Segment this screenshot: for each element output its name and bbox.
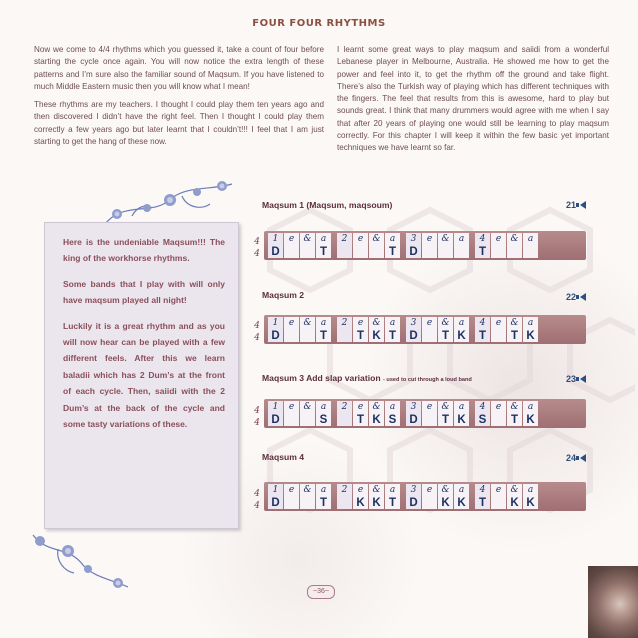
beat-count: a [527,234,534,244]
drum-stroke [337,330,352,342]
speaker-icon [576,377,579,381]
beat-count: 3 [410,402,417,412]
beat-count: e [288,318,295,328]
beat-count: a [527,318,534,328]
beat-count: e [495,402,502,412]
beat-count: & [303,402,312,412]
drum-stroke: T [319,330,328,342]
drum-stroke [438,246,453,258]
drum-stroke [284,497,299,509]
beat-count: e [357,485,364,495]
beat-count: 3 [410,318,417,328]
beat-count: & [303,318,312,328]
drum-stroke [337,497,352,509]
beat-count: a [320,318,327,328]
beat-count: a [320,402,327,412]
beat-count: e [357,318,364,328]
floral-ornament-icon [28,515,138,595]
drum-stroke: K [526,497,535,509]
track-marker-1[interactable] [566,200,586,210]
drum-stroke: T [356,330,365,342]
drum-stroke: D [409,330,418,342]
drum-stroke: T [510,414,519,426]
beat-count: & [510,485,519,495]
track-marker-2[interactable] [566,292,586,302]
beat-count: 4 [479,234,486,244]
time-signature-3: 4 4 [254,406,260,428]
beat-count: a [389,318,396,328]
drum-stroke: T [478,330,487,342]
drum-stroke [491,330,506,342]
track-marker-4[interactable] [566,453,586,463]
beat-count: & [303,485,312,495]
beat-count: a [389,234,396,244]
beat-count: & [372,234,381,244]
drum-stroke [300,497,315,509]
drum-stroke: D [409,497,418,509]
beat-count: & [510,318,519,328]
beat-count: e [288,402,295,412]
beat-count: e [495,234,502,244]
beat-count: 2 [341,318,348,328]
page-title: FOUR FOUR RHYTHMS [252,18,386,29]
beat-count: & [372,402,381,412]
drum-stroke: S [319,414,328,426]
rhythm-title-4: Maqsum 4 [262,452,305,462]
drum-stroke: T [388,330,397,342]
drum-stroke [507,246,522,258]
sidebox-paragraph-2: Some bands that I play with will only have maqsum played all night! [63,278,225,306]
drum-stroke [491,246,506,258]
sidebox-paragraph-1: Here is the undeniable Maqsum!!! The king of the workhorse rhythms. [63,237,225,264]
beat-count: 1 [272,234,279,244]
drum-stroke: T [319,497,328,509]
drum-stroke: T [319,246,328,258]
drum-stroke: T [388,497,397,509]
speaker-icon [576,203,579,207]
track-number: 24 [566,453,577,463]
beat-count: e [426,402,433,412]
drum-stroke: K [356,497,365,509]
drum-stroke: K [441,497,450,509]
sidebox-paragraph-3: Luckily it is a great rhythm and as you will now hear can be played with a few different feels. After this we learn baladii which has 2 Dum’s at the front of each cycle. Then, saiidi with the 2 Dum’s at the back of the cycle and some tasty variations of these. [63,320,225,430]
drum-stroke [300,246,315,258]
right-paragraph-1: I learnt some great ways to play maqsum and saiidi from a wonderful Lebanese player in Melbourne, Australia. He showed me how to get the power and feel into it, to get the rhythm off the ground and take flight. There’s also the Turkish way of playing which has different techniques with the fingers. The feel that results from this is awesome, hard to play but sounds great. I think that many drummers would agree with me when I say that after 20 years of playing one would still be learning to play maqsum correctly. For this chapter I will keep it within the few basic yet important techniques we have learnt so far. [337,45,609,153]
drum-stroke [422,246,437,258]
drum-stroke: D [271,414,280,426]
drum-stroke: D [271,330,280,342]
drum-stroke: K [526,414,535,426]
time-signature-2: 4 4 [254,321,260,343]
beat-count: 2 [341,234,348,244]
beat-count: e [357,234,364,244]
beat-count: e [495,485,502,495]
left-paragraph-2: These rhythms are my teachers. I thought I could play them ten years ago and then discovered I didn’t have the right feel. Then I thought I could play them correctly a few years ago but later learnt that I couldn’t!!! I feel that I am just starting to get the hang of these now. [34,100,324,147]
drum-stroke [300,330,315,342]
track-number: 23 [566,374,577,384]
drum-stroke: S [388,414,397,426]
drum-stroke [337,414,352,426]
beat-count: 3 [410,234,417,244]
drum-stroke: K [510,497,519,509]
drum-stroke [369,246,384,258]
rhythm-bar [264,315,586,344]
beat-count: e [426,318,433,328]
beat-count: e [288,485,295,495]
drum-stroke: D [271,246,280,258]
track-marker-3[interactable] [566,374,586,384]
drum-stroke: K [457,330,466,342]
drum-stroke: T [356,414,365,426]
beat-count: a [389,402,396,412]
beat-count: a [527,402,534,412]
drum-stroke [422,497,437,509]
drum-stroke: T [478,246,487,258]
beat-count: & [510,234,519,244]
track-number: 22 [566,292,577,302]
beat-count: & [441,485,450,495]
speaker-icon [576,295,579,299]
page-number: ~36~ [307,585,335,599]
track-number: 21 [566,200,577,210]
time-signature-1: 4 4 [254,237,260,259]
beat-count: a [527,485,534,495]
drum-stroke: K [372,497,381,509]
left-column [34,44,324,154]
beat-count: a [458,485,465,495]
rhythm-bar [264,231,586,260]
beat-count: 2 [341,485,348,495]
beat-count: a [458,234,465,244]
beat-count: a [320,485,327,495]
right-column [337,44,609,161]
drum-stroke: K [457,414,466,426]
left-paragraph-1: Now we come to 4/4 rhythms which you guessed it, take a count of four before starting the cycle once again. You will now notice the extra length of these patterns and I’m sure also the familiar sound of Maqsum. If you have listened to much Middle Eastern music then you will know what I mean! [34,45,324,91]
drum-stroke [523,246,538,258]
beat-count: & [441,318,450,328]
drum-stroke [491,497,506,509]
drum-stroke [454,246,469,258]
beat-count: e [288,234,295,244]
drum-stroke: K [372,414,381,426]
beat-count: e [426,234,433,244]
drum-stroke [422,414,437,426]
beat-count: & [441,402,450,412]
rhythm-title-3: Maqsum 3 Add slap variation - used to cut through a loud band [262,373,472,383]
rhythm-bar [264,399,586,428]
beat-count: 2 [341,402,348,412]
drum-stroke: D [409,414,418,426]
drum-stroke [300,414,315,426]
beat-count: e [357,402,364,412]
drum-stroke [422,330,437,342]
beat-count: 1 [272,318,279,328]
drum-stroke: K [457,497,466,509]
drum-stroke: T [510,330,519,342]
drum-stroke: K [526,330,535,342]
sidebox-text [63,234,225,441]
drum-stroke: T [441,414,450,426]
beat-count: e [495,318,502,328]
beat-count: 1 [272,485,279,495]
drum-stroke: K [372,330,381,342]
drum-stroke: S [478,414,487,426]
beat-count: a [320,234,327,244]
rhythm-bar [264,482,586,511]
rhythm-title-1: Maqsum 1 (Maqsum, maqsoum) [262,200,393,210]
drum-stroke [337,246,352,258]
drum-stroke [284,414,299,426]
beat-count: & [372,318,381,328]
beat-count: 4 [479,485,486,495]
beat-count: a [458,402,465,412]
time-signature-4: 4 4 [254,489,260,511]
drum-stroke: T [478,497,487,509]
beat-count: 4 [479,318,486,328]
beat-count: & [441,234,450,244]
beat-count: 1 [272,402,279,412]
drum-stroke [491,414,506,426]
beat-count: 4 [479,402,486,412]
beat-count: a [458,318,465,328]
drum-stroke: T [388,246,397,258]
drum-stroke: D [271,497,280,509]
drummer-photo-icon [588,566,638,638]
speaker-icon [576,456,579,460]
beat-count: & [303,234,312,244]
drum-stroke [284,330,299,342]
drum-stroke: T [441,330,450,342]
beat-count: e [426,485,433,495]
beat-count: & [510,402,519,412]
rhythm-title-2: Maqsum 2 [262,290,305,300]
beat-count: a [389,485,396,495]
beat-count: & [372,485,381,495]
drum-stroke: D [409,246,418,258]
drum-stroke [353,246,368,258]
beat-count: 3 [410,485,417,495]
drum-stroke [284,246,299,258]
